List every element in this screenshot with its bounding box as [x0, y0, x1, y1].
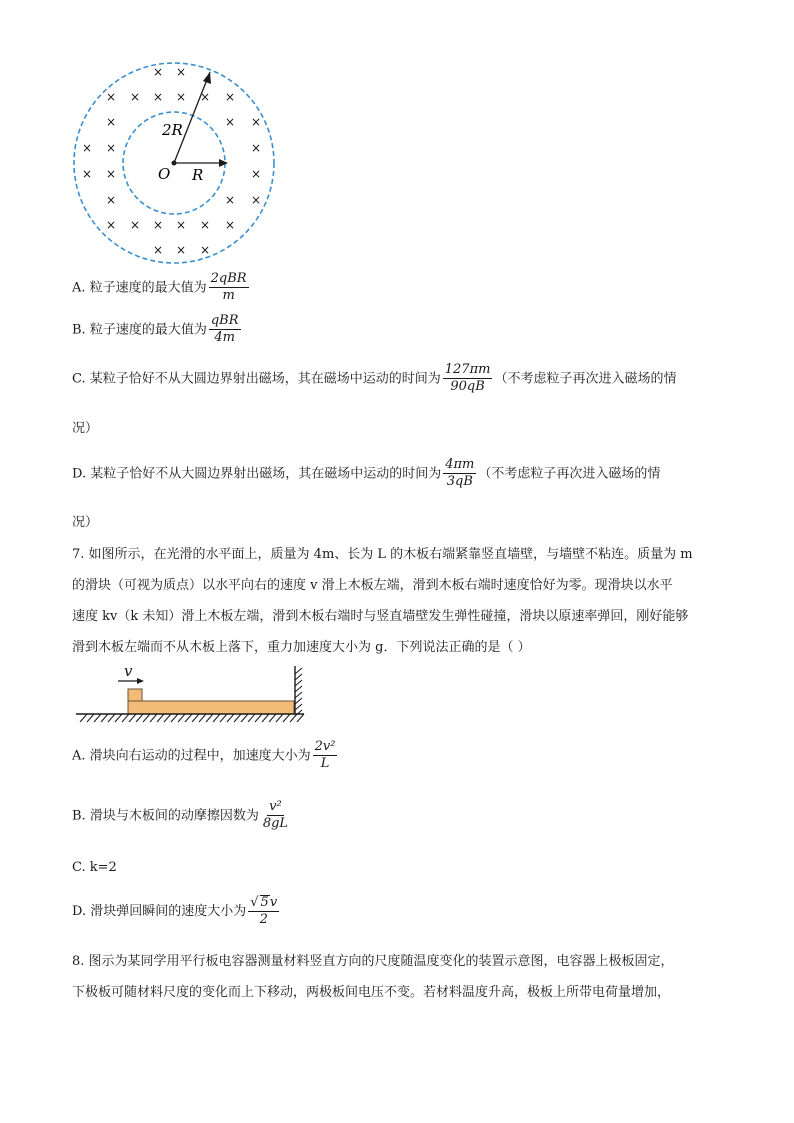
field-cross-mark: ×: [81, 167, 93, 181]
option-7C: C. k=2: [72, 860, 117, 875]
q8-line2: 下极板可随材料尺度的变化而上下移动，两极板间电压不变。若材料温度升高，极板上所带电荷量增加，: [72, 985, 671, 1000]
hatch-stroke: [295, 704, 302, 710]
hatch-stroke: [220, 714, 227, 722]
label-2R: 2R: [162, 121, 183, 139]
hatch-stroke: [206, 714, 213, 722]
sqrt-tail: v: [269, 895, 278, 910]
field-cross-mark: ×: [250, 167, 262, 181]
wooden-board: [128, 701, 294, 714]
arrowhead-R: [219, 159, 228, 167]
hatch-stroke: [185, 714, 192, 722]
option-text: A. 滑块向右运动的过程中，加速度大小为: [72, 748, 311, 764]
field-cross-mark: ×: [81, 141, 93, 155]
field-cross-mark: ×: [250, 193, 262, 207]
field-cross-mark: ×: [152, 90, 164, 104]
velocity-arrowhead: [137, 678, 144, 684]
q7-line1: 7. 如图所示，在光滑的水平面上，质量为 4m、长为 L 的木板右端紧靠竖直墙壁，与墙壁不粘连。质量为 m: [72, 547, 693, 562]
option-text: D. 滑块弹回瞬间的速度大小为: [72, 903, 247, 919]
fraction-denominator: m: [222, 288, 235, 304]
hatch-stroke: [269, 714, 276, 722]
hatch-stroke: [255, 714, 262, 722]
field-cross-mark: ×: [152, 65, 164, 79]
q7-line3: 速度 kv（k 未知）滑上木板左端，滑到木板右端时与竖直墙壁发生弹性碰撞，滑块以原速率弹回，刚好能够: [72, 609, 689, 624]
option-text: D. 某粒子恰好不从大圆边界射出磁场，其在磁场中运动的时间为: [72, 466, 442, 482]
option-suffix: （不考虑粒子再次进入磁场的情: [478, 466, 661, 482]
label-O: O: [158, 165, 171, 183]
hatch-stroke: [227, 714, 234, 722]
hatch-stroke: [80, 714, 87, 722]
field-cross-mark: ×: [199, 90, 211, 104]
hatch-stroke: [295, 668, 302, 674]
fraction-numerator: v²: [267, 800, 284, 816]
hatch-stroke: [276, 714, 283, 722]
fraction: [209, 314, 241, 346]
field-cross-mark: ×: [105, 141, 117, 155]
field-cross-mark: ×: [199, 243, 211, 257]
fraction: [261, 800, 290, 832]
hatch-stroke: [192, 714, 199, 722]
hatch-stroke: [129, 714, 136, 722]
option-6C-cont: 况）: [72, 421, 99, 436]
hatch-stroke: [213, 714, 220, 722]
option-6A: [72, 272, 251, 304]
hatch-stroke: [234, 714, 241, 722]
hatch-stroke: [295, 710, 302, 716]
center-point: [172, 161, 177, 166]
fraction-denominator: L: [320, 756, 330, 772]
option-6D-cont: 况）: [72, 515, 99, 530]
velocity-label-v: v: [124, 662, 133, 680]
option-7B: [72, 800, 292, 832]
option-6B: [72, 314, 243, 346]
hatch-stroke: [115, 714, 122, 722]
field-cross-mark: ×: [175, 65, 187, 79]
field-cross-mark: ×: [250, 115, 262, 129]
fraction-numerator: 2v²: [313, 740, 338, 756]
hatch-stroke: [283, 714, 290, 722]
hatch-stroke: [122, 714, 129, 722]
fraction-denominator: 90qB: [450, 379, 485, 395]
hatch-stroke: [108, 714, 115, 722]
field-cross-mark: ×: [199, 218, 211, 232]
hatch-stroke: [297, 714, 304, 722]
field-cross-mark: ×: [105, 193, 117, 207]
field-cross-mark: ×: [224, 90, 236, 104]
hatch-stroke: [101, 714, 108, 722]
field-cross-mark: ×: [175, 90, 187, 104]
field-cross-mark: ×: [105, 115, 117, 129]
option-text: B. 滑块与木板间的动摩擦因数为: [72, 808, 259, 824]
hatch-stroke: [262, 714, 269, 722]
hatch-stroke: [295, 698, 302, 704]
sqrt-radicand: 5: [260, 895, 269, 910]
q7-line2: 的滑块（可视为质点）以水平向右的速度 v 滑上木板左端，滑到木板右端时速度恰好为零。现滑块以水平: [72, 578, 673, 593]
field-cross-mark: ×: [175, 218, 187, 232]
hatch-stroke: [241, 714, 248, 722]
field-cross-mark: ×: [224, 193, 236, 207]
hatch-stroke: [164, 714, 171, 722]
hatch-stroke: [295, 680, 302, 686]
field-cross-mark: ×: [105, 167, 117, 181]
fraction-denominator: 8gL: [262, 816, 289, 832]
field-cross-mark: ×: [152, 243, 164, 257]
hatch-stroke: [157, 714, 164, 722]
q8-line1: 8. 图示为某同学用平行板电容器测量材料竖直方向的尺度随温度变化的装置示意图，电容器上极板固定，: [72, 954, 674, 969]
fraction-numerator: 2qBR: [209, 272, 249, 288]
radius-2R-arrow: [174, 72, 210, 163]
field-cross-mark: ×: [105, 90, 117, 104]
hatch-stroke: [199, 714, 206, 722]
option-6C: [72, 363, 676, 395]
fraction: [209, 272, 249, 304]
option-text: A. 粒子速度的最大值为: [72, 280, 207, 296]
fraction-numerator: qBR: [209, 314, 241, 330]
hatch-stroke: [248, 714, 255, 722]
hatch-stroke: [295, 686, 302, 692]
fraction-numerator: 127πm: [443, 363, 493, 379]
field-cross-mark: ×: [224, 115, 236, 129]
fraction-denominator: 4m: [214, 330, 235, 346]
field-crosses: [82, 65, 261, 257]
hatch-stroke: [94, 714, 101, 722]
block-board-wall-figure: [72, 662, 312, 726]
field-cross-mark: ×: [250, 141, 262, 155]
fraction: [443, 458, 476, 490]
field-cross-mark: ×: [175, 243, 187, 257]
wall-hatch: [295, 668, 302, 716]
hatch-stroke: [143, 714, 150, 722]
fraction-denominator: 2: [259, 912, 268, 928]
option-6D: [72, 458, 660, 490]
option-7A: [72, 740, 339, 772]
field-cross-mark: ×: [129, 218, 141, 232]
option-suffix: （不考虑粒子再次进入磁场的情: [494, 371, 677, 387]
fraction-numerator: 4πm: [443, 458, 476, 474]
field-cross-mark: ×: [129, 90, 141, 104]
ground-hatch: [80, 714, 304, 722]
fraction-numerator: √ 5v: [248, 895, 279, 912]
hatch-stroke: [171, 714, 178, 722]
option-text: B. 粒子速度的最大值为: [72, 322, 207, 338]
hatch-stroke: [295, 674, 302, 680]
fraction: [313, 740, 338, 772]
fraction: [248, 895, 279, 928]
q7-line4: 滑到木板左端而不从木板上落下，重力加速度大小为 g．下列说法正确的是（ ）: [72, 640, 531, 655]
hatch-stroke: [136, 714, 143, 722]
field-cross-mark: ×: [105, 218, 117, 232]
hatch-stroke: [87, 714, 94, 722]
field-cross-mark: ×: [224, 218, 236, 232]
slider-block: [128, 689, 142, 701]
option-text: C. 某粒子恰好不从大圆边界射出磁场，其在磁场中运动的时间为: [72, 371, 441, 387]
label-R: R: [192, 166, 204, 184]
hatch-stroke: [178, 714, 185, 722]
option-7D: [72, 895, 281, 928]
fraction: [443, 363, 493, 395]
field-cross-mark: ×: [152, 218, 164, 232]
hatch-stroke: [295, 692, 302, 698]
arrowhead-2R: [203, 72, 211, 84]
fraction-denominator: 3qB: [446, 474, 473, 490]
magnetic-field-figure: [68, 62, 282, 272]
hatch-stroke: [150, 714, 157, 722]
